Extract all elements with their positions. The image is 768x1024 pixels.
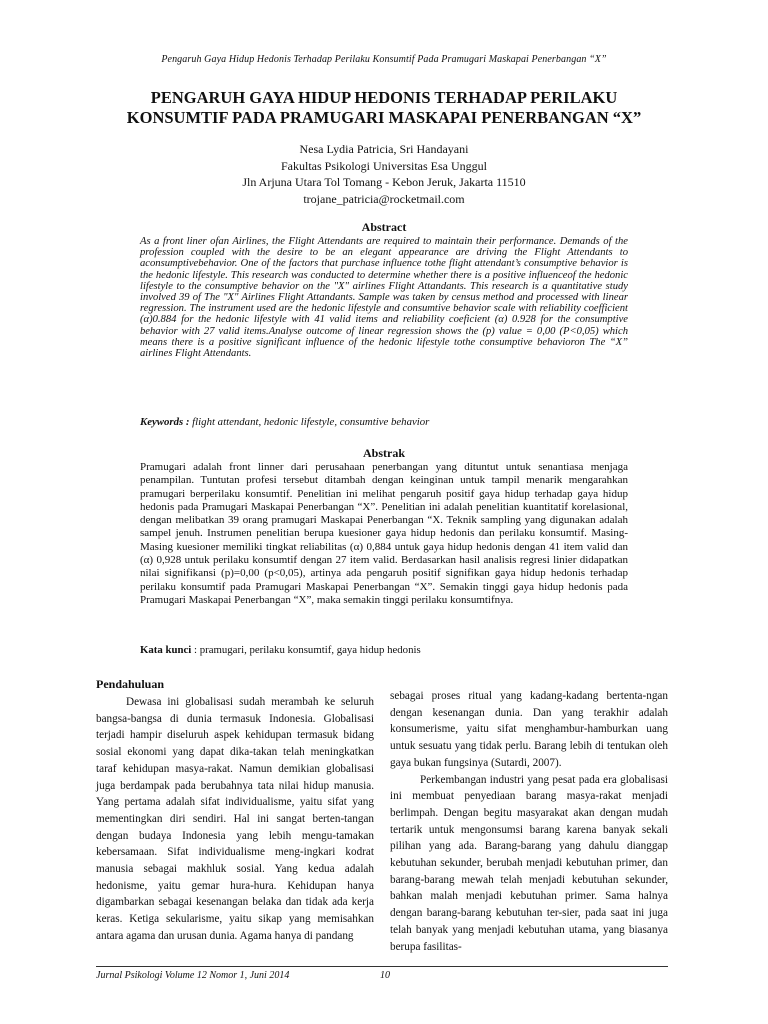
keywords-line xyxy=(140,416,628,428)
footer-rule xyxy=(96,966,668,967)
author-block xyxy=(100,141,668,207)
intro-paragraph-3: Perkembangan industri yang pesat pada era globalisasi ini membuat penyediaan barang masya-rakat menjadi berlimpah. Dengan begitu masyarakat akan dengan mudah tertarik untuk mengonsumsi barang karena banyak sekali pilihan yang ada. Barang-barang yang dahulu dianggap kebutuhan sekunder, berubah menjadi kebutuhan primer, dan barang-barang mewah telah menjadi kebutuhan sekunder, bahkan malah menjadi kebutuhan primer. Sama halnya dengan barang-barang kebutuhan ter-sier, pada saat ini juga telah banyak yang menjadi kebutuhan utama, yang biasanya berupa fasilitas- xyxy=(390,773,668,953)
affiliation: Fakultas Psikologi Universitas Esa Unggul xyxy=(281,158,487,173)
running-header: Pengaruh Gaya Hidup Hedonis Terhadap Perilaku Konsumtif Pada Pramugari Maskapai Penerbangan “X” xyxy=(161,54,607,65)
title-line-1: PENGARUH GAYA HIDUP HEDONIS TERHADAP PERILAKU xyxy=(150,88,618,107)
right-column xyxy=(390,688,668,955)
footer-journal: Jurnal Psikologi Volume 12 Nomor 1, Juni 2014 xyxy=(96,970,290,981)
keywords-text: flight attendant, hedonic lifestyle, consumtive behavior xyxy=(189,416,430,428)
page-number: 10 xyxy=(380,970,390,981)
kata-kunci-line xyxy=(140,644,628,656)
left-column xyxy=(96,676,374,945)
intro-paragraph-1: Dewasa ini globalisasi sudah merambah ke seluruh bangsa-bangsa di dunia termasuk Indonesia. Globalisasi terjadi hampir diseluruh aspek kehidupan termasuk bidang sosial ekonomi yang dapat dika-takan telah meningkatkan taraf kehidupan masya-rakat. Namun demikian globalisasi juga berdampak pada berubahnya tata nilai hidup manusia. Yang pertama adalah sifat individualisme, yaitu sifat yang mementingkan diri sendiri. Hal ini sangat berten-tangan dengan budaya Indonesia yang lebih mengu-tamakan kebersamaan. Sifat individualisme meng-ingkari kodrat manusia sebagai makhluk sosial. Yang kedua adalah hedonisme, yaitu gemar hura-hura. Kehidupan hanya digambarkan sebagai kesenangan belaka dan tidak ada kerja keras. Ketiga sekularisme, yaitu sikap yang memisahkan antara agama dan urusan dunia. Agama hanya di pandang xyxy=(96,696,374,942)
abstract-body: As a front liner ofan Airlines, the Flight Attendants are required to maintain their performance. Demands of the profession coupled with the desire to be an elegant appearance are driving the Flight Attendants to aconsumptivebehavior. One of the factors that purchase influence tothe flight attendant’s consumptive behavior is the hedonic lifestyle. This research was conducted to determine whether there is a positive influenceof the hedonic lifestyle to the consumptive behavior on the "X" airlines Flight Attandants. This research is a quantitative study involved 39 of The "X" Airlines Flight Attandants. Sample was taken by census method and processed with linear regression. The instrument used are the hedonic lifestyle and consumtive behavior scale with reliability coefficient (α)0.884 for the hedonic lifestyle with 41 valid items and reliability coeficient (α) 0.928 for the consumptive behavior with 27 valid items.Analyse outcome of linear regression shows the (p) value = 0,00 (P<0,05) which means there is a positive significant influence of the hedonic lifestyle tothe consumptive behavioron The “X” airlines Flight Attendants. xyxy=(140,236,628,360)
abstrak-body: Pramugari adalah front linner dari perusahaan penerbangan yang dituntut untuk senantiasa menjaga penampilan. Tuntutan profesi tersebut ditambah dengan keinginan untuk tampil menarik mengarahkan pramugari berperilaku konsumtif. Penelitian ini melihat pengaruh positif gaya hidup terhadap gaya hidup hedonis pada Pramugari Maskapai Penerbangan “X”. Penelitian ini adalah penelitian kuantitatif korelasional, dengan melibatkan 39 orang pramugari Maskapai Penerbangan “X. Teknik sampling yang digunakan adalah sampel jenuh. Instrumen penelitian berupa kuesioner gaya hidup hedonis dan perilaku konsumtif. Masing-Masing kuesioner memiliki tingkat reliabilitas (α) 0,884 untuk gaya hidup hedonis dengan 41 item valid dan (α) 0,928 untuk perilaku konsumtif dengan 27 item valid. Berdasarkan hasil analisis regresi linier didapatkan nilai signifikansi (p)=0,00 (p<0,05), artinya ada pengaruh positif signifikan gaya hidup hedonis terhadap perilaku konsumtif pada Pramugari Maskapai Penerbangan “X”. Semakin tinggi gaya hidup hedonis pada Pramugari Maskapai Penerbangan “X”, maka semakin tinggi perilaku konsumtifnya. xyxy=(140,461,628,606)
title-line-2: KONSUMTIF PADA PRAMUGARI MASKAPAI PENERBANGAN “X” xyxy=(126,108,642,127)
abstract-heading: Abstract xyxy=(361,220,407,234)
abstrak-heading: Abstrak xyxy=(362,446,405,460)
kata-kunci-text: : pramugari, perilaku konsumtif, gaya hidup hedonis xyxy=(191,644,421,656)
paper-title xyxy=(100,88,668,128)
keywords-label: Keywords : xyxy=(140,416,190,428)
intro-paragraph-2: sebagai proses ritual yang kadang-kadang bertenta-ngan dengan kesenangan dunia. Dan yang terakhir adalah konsumerisme, yaitu sifat menghambur-hamburkan uang untuk sesuatu yang tidak perlu. Barang lebih di tentukan oleh gaya bukan fungsinya (Sutardi, 2007). xyxy=(390,690,668,769)
author-names: Nesa Lydia Patricia, Sri Handayani xyxy=(299,142,469,156)
address: Jln Arjuna Utara Tol Tomang - Kebon Jeruk, Jakarta 11510 xyxy=(242,175,526,189)
section-heading-pendahuluan: Pendahuluan xyxy=(96,677,165,691)
email: trojane_patricia@rocketmail.com xyxy=(303,191,465,206)
kata-kunci-label: Kata kunci xyxy=(140,644,192,656)
